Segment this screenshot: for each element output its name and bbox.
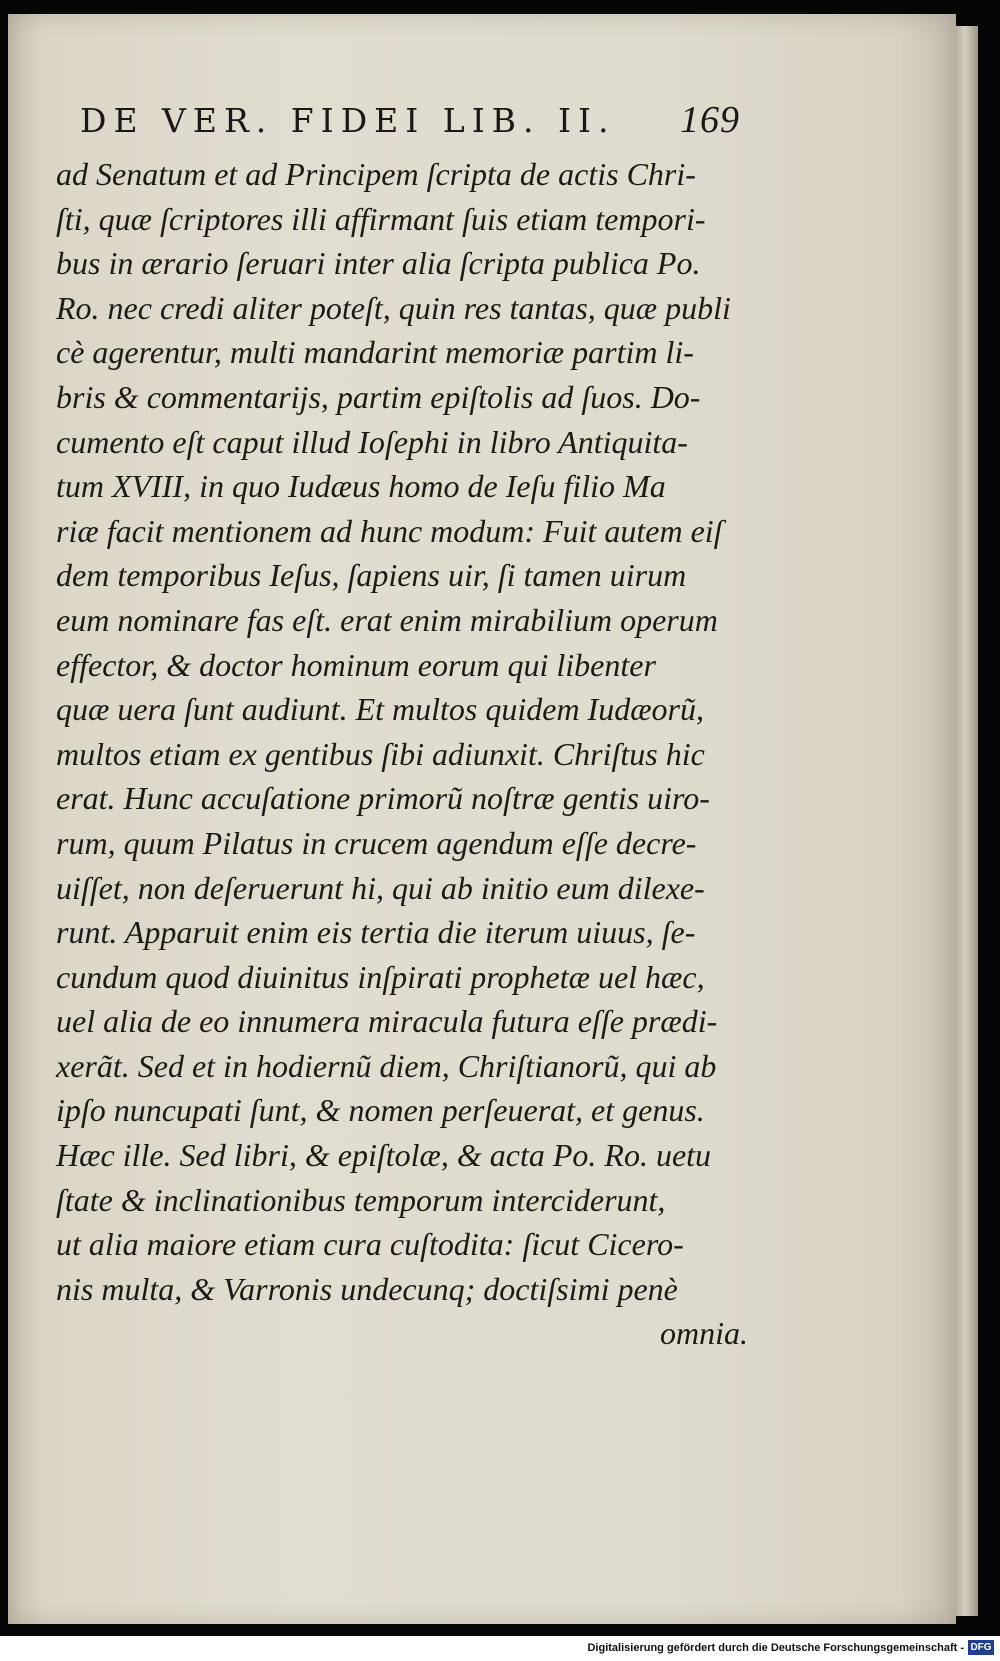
text-line: effector, & doctor hominum eorum qui libenter [56, 646, 656, 683]
text-line: ſti, quæ ſcriptores illi affirmant ſuis etiam tempori- [56, 200, 706, 237]
page-number: 169 [680, 99, 740, 141]
text-line: runt. Apparuit enim eis tertia die iterum uiuus, ſe- [56, 914, 696, 951]
text-line: erat. Hunc accuſatione primorũ noſtræ gentis uiro- [56, 780, 710, 817]
text-line: ipſo nuncupati ſunt, & nomen perſeuerat, et genus. [56, 1092, 705, 1129]
text-line: ad Senatum et ad Principem ſcripta de actis Chri- [56, 156, 696, 192]
running-head-title: DE VER. FIDEI LIB. II. [80, 101, 616, 140]
text-line: tum XVIII, in quo Iudæus homo de Ieſu filio Ma [56, 468, 666, 505]
text-line: eum nominare fas eſt. erat enim mirabilium operum [56, 601, 718, 638]
text-line: uel alia de eo innumera miracula futura eſſe prædi- [56, 1003, 718, 1040]
text-line: Ro. nec credi aliter poteſt, quin res tantas, quæ publi [56, 289, 731, 326]
text-line-last: omnia. [660, 1315, 748, 1352]
text-line: cumento eſt caput illud Ioſephi in libro Antiquita- [56, 423, 688, 460]
page-edge [956, 26, 978, 1616]
text-line: uiſſet, non deſeruerunt hi, qui ab initio eum dilexe- [56, 869, 705, 906]
text-line: xerãt. Sed et in hodiernũ diem, Chriſtianorũ, qui ab [56, 1047, 717, 1084]
text-line: ut alia maiore etiam cura cuſtodita: ſicut Cicero- [56, 1226, 684, 1263]
text-line: nis multa, & Varronis undecunq; doctiſsimi penè [56, 1270, 678, 1307]
text-line: dem temporibus Ieſus, ſapiens uir, ſi tamen uirum [56, 557, 687, 594]
text-line: bris & commentarijs, partim epiſtolis ad ſuos. Do- [56, 378, 701, 415]
body-text [56, 152, 748, 1356]
text-line: riæ facit mentionem ad hunc modum: Fuit autem eiſ [56, 512, 723, 549]
text-line: Hæc ille. Sed libri, & epiſtolæ, & acta Po. Ro. uetu [56, 1137, 712, 1174]
funding-credit: Digitalisierung gefördert durch die Deutsche Forschungsgemeinschaft - [587, 1642, 964, 1654]
dfg-logo: DFG [968, 1640, 994, 1655]
text-line: cè agerentur, multi mandarint memoriæ partim li- [56, 334, 694, 371]
text-line: bus in ærario ſeruari inter alia ſcripta publica Po. [56, 245, 701, 282]
footer-bar [0, 1636, 1000, 1661]
text-line: cundum quod diuinitus inſpirati prophetæ uel hæc, [56, 958, 705, 995]
text-line: quæ uera ſunt audiunt. Et multos quidem Iudæorũ, [56, 691, 704, 728]
text-line: ſtate & inclinationibus temporum interciderunt, [56, 1181, 666, 1218]
text-line: rum, quum Pilatus in crucem agendum eſſe decre- [56, 824, 697, 861]
running-head [80, 98, 740, 142]
text-line: multos etiam ex gentibus ſibi adiunxit. Chriſtus hic [56, 735, 705, 772]
